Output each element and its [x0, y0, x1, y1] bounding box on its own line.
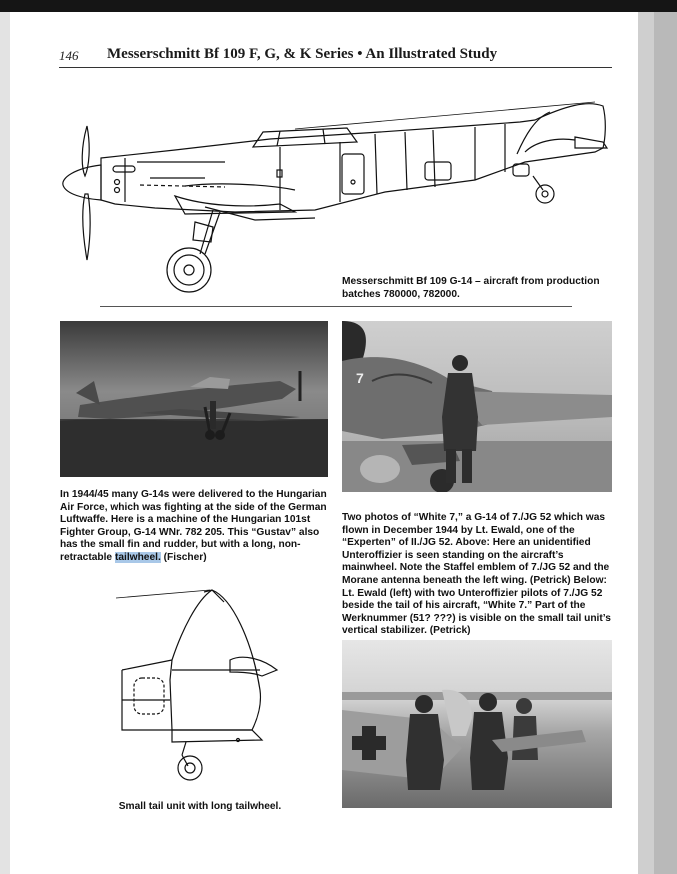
book-title: Messerschmitt Bf 109 F, G, & K Series • An Illustrated Study — [107, 46, 498, 62]
caption-text-before: In 1944/45 many G-14s were delivered to the Hungarian Air Force, which was fighting at the side of the German Luftwaffe. Here is a machine of the Hungarian 101st Fighter Group, G-14 WNr. 782 205. This “Gustav” also has the small fin and rudder, but with a long, non-retractable — [60, 489, 327, 563]
caption-text-after: (Fischer) — [160, 551, 207, 563]
photo-right-caption: Two photos of “White 7,” a G-14 of 7./JG 52 which was flown in December 1944 by Lt. Ewald, one of the “Experten” of II./JG 52. Above: Here an unidentified Unteroffizier is seen standing on the aircraft’s mainwheel. Note the Staffel emblem of 7./JG 52 and the Morane antenna beneath the left wing. (Petrick) Below: Lt. Ewald (left) with two Unteroffizier pilots of 7./JG 52 beside the tail of his aircraft, “White 7.” Part of the Werknummer (51? ???) is visible on the small tail unit’s vertical stabilizer. (Petrick) — [342, 512, 611, 637]
fuselage-marking: 7 — [356, 370, 364, 386]
scan-right-margin-shadow — [654, 12, 677, 874]
scan-left-margin — [0, 12, 10, 874]
aircraft-side-view-drawing — [55, 92, 615, 302]
photo-white-7-unteroffizier — [342, 321, 612, 492]
photo-hungarian-g14 — [60, 321, 328, 477]
page-number: 146 — [59, 48, 79, 63]
tail-unit-drawing — [112, 580, 362, 790]
page-header — [59, 48, 612, 68]
scan-top-edge — [0, 0, 677, 12]
header-rule — [59, 67, 612, 68]
photo-ewald-and-pilots — [342, 640, 612, 808]
tail-unit-caption: Small tail unit with long tailwheel. — [118, 801, 282, 812]
highlighted-text-selection[interactable]: tailwheel. — [114, 551, 161, 563]
section-divider — [100, 306, 572, 307]
drawing-caption: Messerschmitt Bf 109 G-14 – aircraft from production batches 780000, 782000. — [342, 276, 600, 300]
photo-left-caption — [60, 489, 332, 565]
